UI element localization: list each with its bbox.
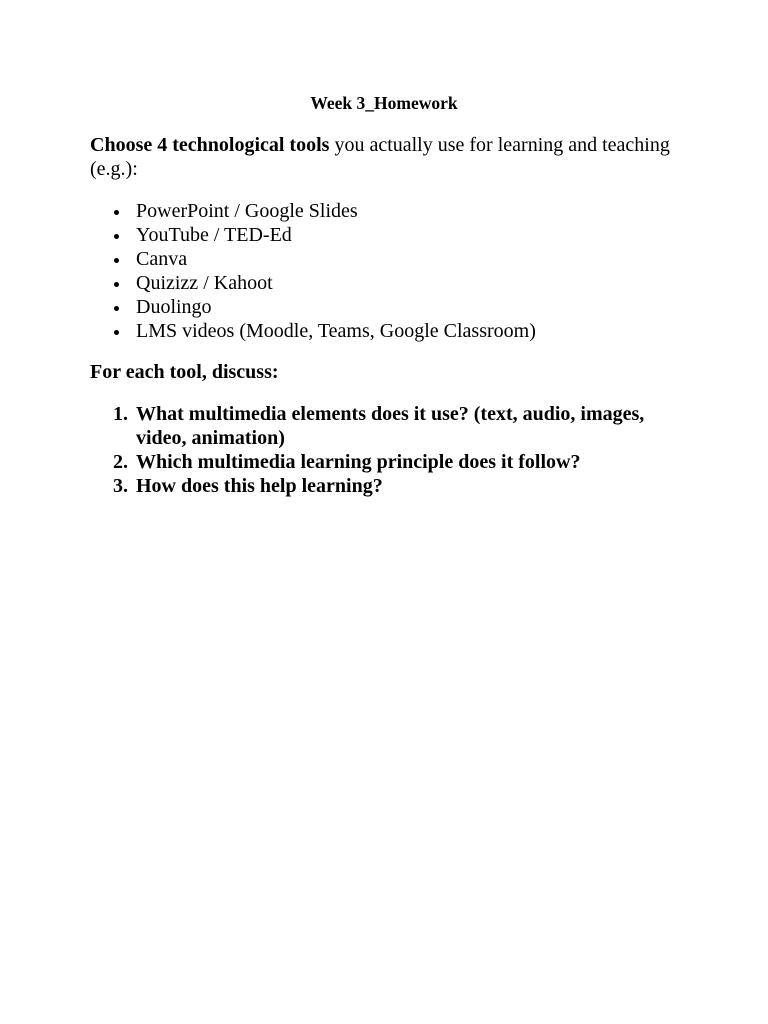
tool-label: YouTube / TED-Ed: [136, 224, 292, 246]
tool-item: [90, 199, 680, 223]
tool-item: [90, 223, 680, 247]
question-item: [90, 402, 680, 450]
question-item: [90, 474, 680, 498]
tool-item: [90, 247, 680, 271]
tool-item: [90, 271, 680, 295]
tool-label: LMS videos (Moodle, Teams, Google Classroom): [136, 320, 536, 342]
question-number: 3.: [113, 475, 128, 497]
tool-item: [90, 295, 680, 319]
intro-bold-text: Choose 4 technological tools: [90, 134, 330, 156]
question-text: What multimedia elements does it use? (text, audio, images, video, animation): [136, 403, 645, 449]
bullet-icon: [114, 282, 119, 287]
document-body: [90, 133, 680, 498]
question-number: 2.: [113, 451, 128, 473]
document-title: Week 3_Homework: [310, 93, 458, 113]
tool-item: [90, 319, 680, 343]
intro-paragraph: [90, 133, 680, 181]
bullet-icon: [114, 234, 119, 239]
question-number: 1.: [113, 403, 128, 425]
intro-text: you actually use for learning and teaching (e.g.):: [90, 134, 670, 180]
question-text: Which multimedia learning principle does it follow?: [136, 451, 581, 473]
tools-list: [90, 199, 680, 343]
tool-label: Quizizz / Kahoot: [136, 272, 273, 294]
bullet-icon: [114, 258, 119, 263]
discuss-heading: For each tool, discuss:: [90, 361, 279, 383]
bullet-icon: [114, 306, 119, 311]
tool-label: Canva: [136, 248, 188, 270]
bullet-icon: [114, 330, 119, 335]
bullet-icon: [114, 210, 119, 215]
question-text: How does this help learning?: [136, 475, 383, 497]
tool-label: Duolingo: [136, 296, 212, 318]
questions-list: [90, 402, 680, 498]
question-item: [90, 450, 680, 474]
tool-label: PowerPoint / Google Slides: [136, 200, 358, 222]
